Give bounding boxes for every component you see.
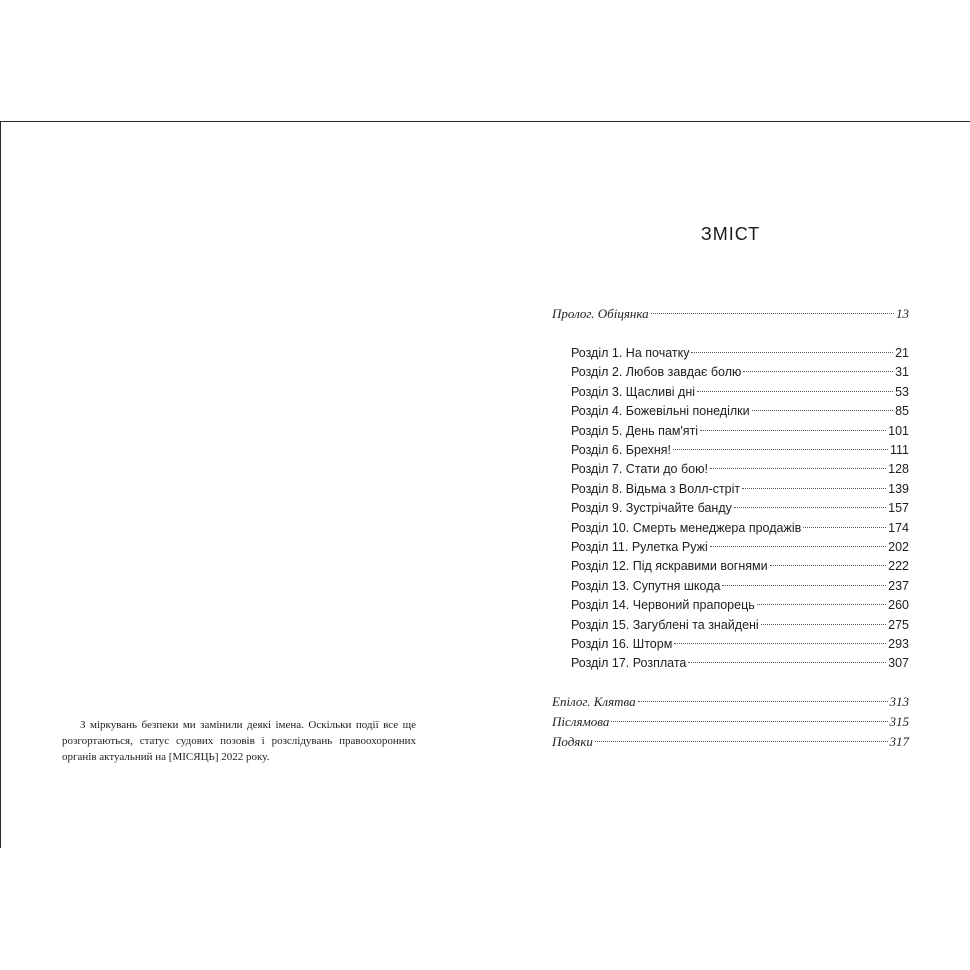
- toc-entry-label: Подяки: [552, 734, 593, 749]
- dot-leader: [757, 604, 886, 605]
- dot-leader: [595, 741, 888, 742]
- disclaimer-note: [62, 717, 416, 765]
- toc-entry-chapter: [571, 654, 909, 672]
- dot-leader: [770, 565, 887, 566]
- toc-entry-label: Розділ 5. День пам'яті: [571, 423, 699, 438]
- dot-leader: [688, 662, 886, 663]
- toc-entry-label: Розділ 6. Брехня!: [571, 443, 672, 457]
- toc-entry-chapter: [571, 402, 909, 420]
- toc-entry-chapter: [571, 616, 909, 634]
- toc-entry-chapter: [571, 460, 909, 478]
- toc-entry-chapter: [571, 480, 909, 498]
- toc-entry-prologue: [552, 305, 909, 323]
- toc-entry-chapter: [571, 441, 909, 459]
- toc-entry-page: 222: [888, 559, 909, 574]
- dot-leader: [697, 391, 893, 392]
- toc-entry-afterword: [552, 713, 909, 731]
- toc-entry-page: 174: [888, 520, 909, 535]
- toc-entry-label: Розділ 1. На початку: [571, 346, 690, 360]
- toc-entry-page: 53: [895, 384, 909, 399]
- toc-entry-label: Розділ 16. Шторм: [571, 637, 673, 651]
- toc-entry-label: Розділ 12. Під яскравими вогнями: [571, 559, 768, 574]
- toc-entry-chapter: [571, 344, 909, 362]
- toc-entry-chapter: [571, 422, 909, 440]
- toc-entry-label: Розділ 3. Щасливі дні: [571, 384, 695, 399]
- dot-leader: [742, 488, 886, 489]
- dot-leader: [710, 468, 886, 469]
- dot-leader: [722, 585, 886, 586]
- dot-leader: [673, 449, 888, 450]
- toc-entry-page: 101: [888, 423, 909, 438]
- toc-entry-page: 128: [888, 462, 909, 477]
- dot-leader: [803, 527, 886, 528]
- dot-leader: [700, 430, 886, 431]
- toc-entry-chapter: [571, 519, 909, 537]
- dot-leader: [651, 313, 894, 314]
- toc-entry-label: Розділ 17. Розплата: [571, 656, 687, 671]
- toc-entry-chapter: [571, 538, 909, 556]
- toc-entry-page: 202: [888, 540, 909, 554]
- dot-leader: [638, 701, 888, 702]
- toc-entry-label: Розділ 15. Загублені та знайдені: [571, 617, 759, 632]
- toc-entry-label: Розділ 10. Смерть менеджера продажів: [571, 520, 802, 535]
- toc-entry-page: 31: [895, 365, 909, 380]
- dot-leader: [691, 352, 893, 353]
- toc-entry-label: Розділ 8. Відьма з Волл-стріт: [571, 481, 741, 496]
- toc-entry-page: 313: [889, 694, 909, 709]
- toc-entry-label: Розділ 4. Божевільні понеділки: [571, 404, 750, 419]
- dot-leader: [761, 624, 886, 625]
- toc-title: ЗМІСТ: [700, 224, 761, 244]
- toc-entry-page: 21: [895, 346, 909, 360]
- toc-entry-epilogue: [552, 693, 909, 711]
- dot-leader: [674, 643, 886, 644]
- toc-entry-page: 111: [889, 443, 909, 457]
- dot-leader: [611, 721, 887, 722]
- toc-entry-page: 275: [888, 617, 909, 632]
- dot-leader: [752, 410, 893, 411]
- toc-entry-label: Пролог. Обіцянка: [552, 306, 649, 321]
- toc-entry-label: Розділ 14. Червоний прапорець: [571, 598, 755, 613]
- toc-entry-page: 317: [889, 734, 909, 749]
- toc-entry-page: 139: [888, 481, 909, 496]
- toc-entry-chapter: [571, 499, 909, 517]
- dot-leader: [710, 546, 886, 547]
- toc-entry-page: 85: [895, 404, 909, 419]
- toc-entry-chapter: [571, 577, 909, 595]
- toc-entry-label: Розділ 13. Супутня шкода: [571, 578, 721, 593]
- toc-entry-chapter: [571, 557, 909, 575]
- toc-entry-label: Розділ 9. Зустрічайте банду: [571, 501, 732, 516]
- toc-entry-chapter: [571, 363, 909, 381]
- toc-entry-label: Розділ 7. Стати до бою!: [571, 462, 708, 477]
- disclaimer-text: З міркувань безпеки ми замінили деякі імена. Оскільки події все ще розгортаються, статус судових позовів і розслідувань правоохоронних органів актуальний на [МІСЯЦЬ] 2022 року.: [62, 719, 416, 763]
- toc-entry-page: 315: [889, 714, 909, 729]
- toc-entry-chapter: [571, 635, 909, 653]
- toc-entry-page: 260: [888, 598, 909, 613]
- toc-entry-label: Розділ 2. Любов завдає болю: [571, 365, 742, 380]
- toc-entry-label: Епілог. Клятва: [552, 694, 636, 709]
- toc-entry-page: 237: [888, 578, 909, 593]
- toc-entry-page: 157: [888, 501, 909, 516]
- toc-entry-chapter: [571, 596, 909, 614]
- toc-entry-page: 293: [888, 637, 909, 651]
- toc-entry-page: 13: [896, 306, 909, 321]
- toc-entry-acknowledgements: [552, 733, 909, 751]
- dot-leader: [743, 371, 893, 372]
- toc-entry-label: Розділ 11. Рулетка Ружі: [571, 540, 708, 554]
- dot-leader: [734, 507, 886, 508]
- toc-entry-chapter: [571, 383, 909, 401]
- toc-entry-label: Післямова: [552, 714, 610, 729]
- toc-entry-page: 307: [888, 656, 909, 671]
